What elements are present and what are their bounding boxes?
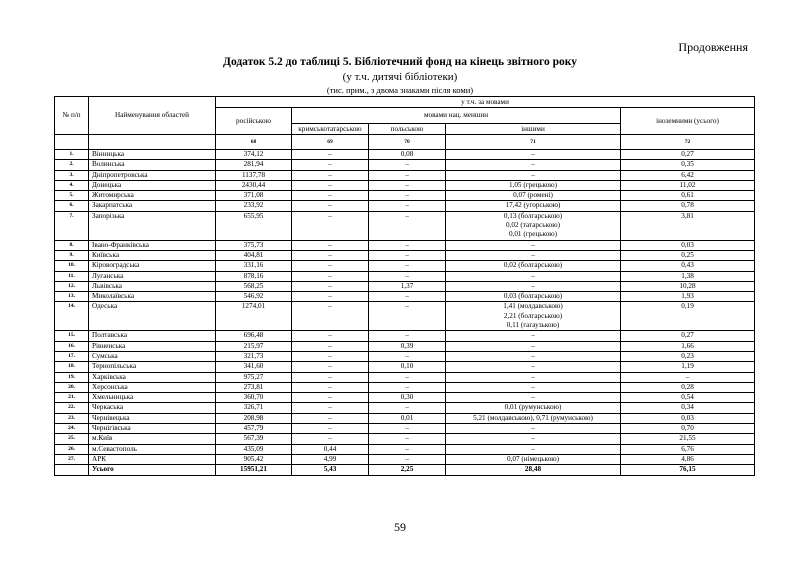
foreign-value: 1,38 xyxy=(621,271,755,281)
region-name: Запорізька xyxy=(89,211,216,240)
other-value xyxy=(446,180,621,190)
polish-value: – xyxy=(369,240,446,250)
russian-value: 546,92 xyxy=(216,292,292,302)
foreign-value: 0,70 xyxy=(621,424,755,434)
foreign-value: 0,19 xyxy=(621,302,755,331)
other-value-line: – xyxy=(531,271,535,280)
row-number: 14. xyxy=(55,302,89,331)
russian-value: 321,73 xyxy=(216,351,292,361)
other-value-line: – xyxy=(531,170,535,179)
region-name: Чернігівська xyxy=(89,424,216,434)
russian-value: 2430,44 xyxy=(216,180,292,190)
foreign-value: 6,42 xyxy=(621,170,755,180)
row-number: 20. xyxy=(55,382,89,392)
region-name: Дніпропетровська xyxy=(89,170,216,180)
table-row xyxy=(55,180,755,190)
foreign-value: 0,25 xyxy=(621,250,755,260)
other-value-line: – xyxy=(531,160,535,169)
colnum-russian: 68 xyxy=(216,135,292,150)
russian-value: 331,16 xyxy=(216,261,292,271)
row-number: 17. xyxy=(55,351,89,361)
polish-value: – xyxy=(369,382,446,392)
table-row xyxy=(55,351,755,361)
other-value-line: 0,07 (німецькою) xyxy=(507,454,559,463)
polish-value: – xyxy=(369,160,446,170)
other-value-line: – xyxy=(531,434,535,443)
foreign-value: 10,28 xyxy=(621,281,755,291)
other-value-line: – xyxy=(531,281,535,290)
russian-value: 905,42 xyxy=(216,454,292,464)
crimean-tatar-value: – xyxy=(292,341,369,351)
other-value xyxy=(446,240,621,250)
foreign-value: 1,19 xyxy=(621,362,755,372)
russian-value: 233,92 xyxy=(216,201,292,211)
polish-value: – xyxy=(369,454,446,464)
table-row xyxy=(55,413,755,423)
polish-value: – xyxy=(369,211,446,240)
polish-value: – xyxy=(369,191,446,201)
row-number: 1. xyxy=(55,150,89,160)
table-row xyxy=(55,382,755,392)
polish-value: – xyxy=(369,403,446,413)
russian-value: 568,25 xyxy=(216,281,292,291)
russian-value: 1137,78 xyxy=(216,170,292,180)
colnum-other: 71 xyxy=(446,135,621,150)
foreign-value: 0,61 xyxy=(621,191,755,201)
foreign-value: 0,03 xyxy=(621,240,755,250)
row-number: 5. xyxy=(55,191,89,201)
crimean-tatar-value: – xyxy=(292,160,369,170)
foreign-value: 6,76 xyxy=(621,444,755,454)
other-value-line: 1,05 (грецькою) xyxy=(508,180,558,189)
polish-value: 0,08 xyxy=(369,150,446,160)
table-row xyxy=(55,302,755,331)
foreign-value: 0,28 xyxy=(621,382,755,392)
table-row xyxy=(55,424,755,434)
header-including-languages: у т.ч. за мовами xyxy=(216,97,755,108)
russian-value: 435,09 xyxy=(216,444,292,454)
library-fund-table xyxy=(54,96,755,476)
units-note: (тис. прим., з двома знаками після коми) xyxy=(326,85,474,95)
crimean-tatar-value: – xyxy=(292,211,369,240)
other-value xyxy=(446,170,621,180)
crimean-tatar-value: – xyxy=(292,424,369,434)
russian-value: 281,94 xyxy=(216,160,292,170)
foreign-value: 0,34 xyxy=(621,403,755,413)
other-value xyxy=(446,281,621,291)
region-name: м.Київ xyxy=(89,434,216,444)
table-row xyxy=(55,250,755,260)
table-row xyxy=(55,292,755,302)
crimean-tatar-value: – xyxy=(292,413,369,423)
row-number: 3. xyxy=(55,170,89,180)
russian-value: 878,16 xyxy=(216,271,292,281)
header-foreign: іноземними (усього) xyxy=(621,108,755,135)
table-row xyxy=(55,281,755,291)
total-russian: 15951,21 xyxy=(216,465,292,475)
other-value xyxy=(446,341,621,351)
other-value xyxy=(446,271,621,281)
table-title: Додаток 5.2 до таблиці 5. Бібліотечний фонд на кінець звітного року xyxy=(223,56,577,68)
crimean-tatar-value: – xyxy=(292,281,369,291)
polish-value: 0,01 xyxy=(369,413,446,423)
total-polish: 2,25 xyxy=(369,465,446,475)
region-name: Івано-Франківська xyxy=(89,240,216,250)
total-crimean-tatar: 5,43 xyxy=(292,465,369,475)
crimean-tatar-value: – xyxy=(292,150,369,160)
crimean-tatar-value: – xyxy=(292,372,369,382)
table-row xyxy=(55,331,755,341)
row-number: 21. xyxy=(55,393,89,403)
table-row xyxy=(55,160,755,170)
other-value-line: 0,13 (болгарською) xyxy=(503,211,563,220)
other-value-line: – xyxy=(531,351,535,360)
russian-value: 655,95 xyxy=(216,211,292,240)
total-row xyxy=(55,465,755,475)
total-foreign: 76,15 xyxy=(621,465,755,475)
row-number: 9. xyxy=(55,250,89,260)
polish-value: – xyxy=(369,434,446,444)
other-value xyxy=(446,403,621,413)
region-name: Хмельницька xyxy=(89,393,216,403)
other-value-line: – xyxy=(531,444,535,453)
row-number: 27. xyxy=(55,454,89,464)
table-row xyxy=(55,341,755,351)
other-value-line: 0,03 (болгарською) xyxy=(503,292,563,301)
crimean-tatar-value: – xyxy=(292,302,369,331)
other-value-line: 0,07 (ромені) xyxy=(513,191,553,200)
crimean-tatar-value: – xyxy=(292,250,369,260)
region-name: Харківська xyxy=(89,372,216,382)
other-value-line: – xyxy=(531,240,535,249)
other-value-line: – xyxy=(531,393,535,402)
total-label: Усього xyxy=(89,465,216,475)
table-row xyxy=(55,434,755,444)
colnum-empty xyxy=(89,135,216,150)
russian-value: 360,70 xyxy=(216,393,292,403)
polish-value: 0,30 xyxy=(369,393,446,403)
row-number: 25. xyxy=(55,434,89,444)
row-number: 15. xyxy=(55,331,89,341)
other-value xyxy=(446,211,621,240)
colnum-polish: 70 xyxy=(369,135,446,150)
foreign-value: 0,27 xyxy=(621,331,755,341)
other-value xyxy=(446,292,621,302)
foreign-value: 0,03 xyxy=(621,413,755,423)
crimean-tatar-value: 0,44 xyxy=(292,444,369,454)
foreign-value: 1,66 xyxy=(621,341,755,351)
colnum-crimean-tatar: 69 xyxy=(292,135,369,150)
colnum-foreign: 72 xyxy=(621,135,755,150)
other-value-line: – xyxy=(531,424,535,433)
region-name: Волинська xyxy=(89,160,216,170)
crimean-tatar-value: – xyxy=(292,170,369,180)
region-name: м.Севастополь xyxy=(89,444,216,454)
table-row xyxy=(55,150,755,160)
other-value xyxy=(446,302,621,331)
table-row xyxy=(55,240,755,250)
other-value-line: 0,02 (татарською) xyxy=(506,221,560,230)
foreign-value: 11,02 xyxy=(621,180,755,190)
russian-value: 215,97 xyxy=(216,341,292,351)
table-row xyxy=(55,393,755,403)
other-value xyxy=(446,382,621,392)
other-value xyxy=(446,434,621,444)
table-row xyxy=(55,201,755,211)
row-number: 24. xyxy=(55,424,89,434)
russian-value: 404,81 xyxy=(216,250,292,260)
russian-value: 975,27 xyxy=(216,372,292,382)
continuation-label: Продовження xyxy=(678,40,748,54)
polish-value: – xyxy=(369,261,446,271)
polish-value: – xyxy=(369,444,446,454)
polish-value: – xyxy=(369,424,446,434)
other-value-line: 1,41 (молдавською) xyxy=(503,302,563,311)
region-name: Львівська xyxy=(89,281,216,291)
other-value-line: 2,21 (болгарською) xyxy=(503,311,563,320)
header-russian: російською xyxy=(216,108,292,135)
crimean-tatar-value: – xyxy=(292,261,369,271)
crimean-tatar-value: – xyxy=(292,362,369,372)
row-number: 23. xyxy=(55,413,89,423)
polish-value: – xyxy=(369,331,446,341)
other-value-line: – xyxy=(531,362,535,371)
row-number: 11. xyxy=(55,271,89,281)
table-row xyxy=(55,211,755,240)
crimean-tatar-value: – xyxy=(292,191,369,201)
region-name: Вінницька xyxy=(89,150,216,160)
region-name: Сумська xyxy=(89,351,216,361)
foreign-value: 0,27 xyxy=(621,150,755,160)
table-row xyxy=(55,454,755,464)
row-number: 22. xyxy=(55,403,89,413)
foreign-value: 21,55 xyxy=(621,434,755,444)
russian-value: 341,60 xyxy=(216,362,292,372)
polish-value: – xyxy=(369,250,446,260)
row-number: 8. xyxy=(55,240,89,250)
row-number: 19. xyxy=(55,372,89,382)
other-value-line: 17,42 (угорською) xyxy=(505,201,561,210)
row-number: 7. xyxy=(55,211,89,240)
other-value xyxy=(446,393,621,403)
other-value-line: 0,11 (гагаузькою) xyxy=(506,321,560,330)
region-name: Житомирська xyxy=(89,191,216,201)
crimean-tatar-value: – xyxy=(292,292,369,302)
other-value xyxy=(446,424,621,434)
page-number: 59 xyxy=(394,520,406,534)
crimean-tatar-value: – xyxy=(292,434,369,444)
region-name: Полтавська xyxy=(89,331,216,341)
foreign-value: 0,35 xyxy=(621,160,755,170)
crimean-tatar-value: – xyxy=(292,382,369,392)
crimean-tatar-value: – xyxy=(292,351,369,361)
other-value xyxy=(446,362,621,372)
russian-value: 567,39 xyxy=(216,434,292,444)
row-number: 13. xyxy=(55,292,89,302)
foreign-value: 0,78 xyxy=(621,201,755,211)
foreign-value: 4,86 xyxy=(621,454,755,464)
header-crimean-tatar: кримськотатарською xyxy=(292,124,369,135)
polish-value: – xyxy=(369,302,446,331)
region-name: Закарпатська xyxy=(89,201,216,211)
region-name: Херсонська xyxy=(89,382,216,392)
region-name: Рівненська xyxy=(89,341,216,351)
header-minorities: мовами нац. меншин xyxy=(292,108,621,124)
region-name: Чернівецька xyxy=(89,413,216,423)
row-number: 2. xyxy=(55,160,89,170)
polish-value: 0,10 xyxy=(369,362,446,372)
other-value-line: 0,02 (болгарською) xyxy=(503,261,563,270)
total-num-cell xyxy=(55,465,89,475)
other-value xyxy=(446,160,621,170)
table-row xyxy=(55,271,755,281)
other-value xyxy=(446,201,621,211)
header-polish: польською xyxy=(369,124,446,135)
foreign-value: – xyxy=(621,372,755,382)
other-value xyxy=(446,150,621,160)
header-num: № п/п xyxy=(55,97,89,135)
crimean-tatar-value: – xyxy=(292,331,369,341)
table-subtitle: (у т.ч. дитячі бібліотеки) xyxy=(342,71,458,83)
russian-value: 696,48 xyxy=(216,331,292,341)
russian-value: 457,79 xyxy=(216,424,292,434)
region-name: Кіровоградська xyxy=(89,261,216,271)
other-value-line: 5,21 (молдавською), 0,71 (румунською) xyxy=(473,413,593,422)
other-value xyxy=(446,191,621,201)
russian-value: 374,12 xyxy=(216,150,292,160)
region-name: Київська xyxy=(89,250,216,260)
russian-value: 375,73 xyxy=(216,240,292,250)
other-value-line: – xyxy=(531,341,535,350)
row-number: 6. xyxy=(55,201,89,211)
region-name: Луганська xyxy=(89,271,216,281)
polish-value: – xyxy=(369,292,446,302)
other-value-line: – xyxy=(531,250,535,259)
other-value xyxy=(446,444,621,454)
polish-value: – xyxy=(369,201,446,211)
polish-value: – xyxy=(369,180,446,190)
row-number: 10. xyxy=(55,261,89,271)
other-value-line: – xyxy=(531,372,535,381)
polish-value: – xyxy=(369,351,446,361)
other-value xyxy=(446,250,621,260)
russian-value: 208,98 xyxy=(216,413,292,423)
table-row xyxy=(55,444,755,454)
region-name: Черкаська xyxy=(89,403,216,413)
region-name: Донецька xyxy=(89,180,216,190)
foreign-value: 3,81 xyxy=(621,211,755,240)
foreign-value: 0,23 xyxy=(621,351,755,361)
polish-value: – xyxy=(369,170,446,180)
other-value-line: – xyxy=(531,331,535,340)
crimean-tatar-value: – xyxy=(292,393,369,403)
other-value-line: 0,01 (грецькою) xyxy=(508,230,558,239)
crimean-tatar-value: 4,99 xyxy=(292,454,369,464)
russian-value: 1274,01 xyxy=(216,302,292,331)
row-number: 16. xyxy=(55,341,89,351)
russian-value: 326,71 xyxy=(216,403,292,413)
total-other: 28,48 xyxy=(446,465,621,475)
other-value-line: 0,01 (румунською) xyxy=(504,403,562,412)
table-row xyxy=(55,372,755,382)
table-row xyxy=(55,261,755,271)
crimean-tatar-value: – xyxy=(292,240,369,250)
region-name: Тернопільська xyxy=(89,362,216,372)
polish-value: 0,39 xyxy=(369,341,446,351)
region-name: Миколаївська xyxy=(89,292,216,302)
table-row xyxy=(55,191,755,201)
row-number: 18. xyxy=(55,362,89,372)
table-row xyxy=(55,170,755,180)
foreign-value: 1,93 xyxy=(621,292,755,302)
other-value xyxy=(446,351,621,361)
table-row xyxy=(55,362,755,372)
crimean-tatar-value: – xyxy=(292,403,369,413)
other-value xyxy=(446,331,621,341)
row-number: 12. xyxy=(55,281,89,291)
other-value xyxy=(446,261,621,271)
other-value xyxy=(446,413,621,423)
region-name: АРК xyxy=(89,454,216,464)
foreign-value: 0,54 xyxy=(621,393,755,403)
other-value xyxy=(446,454,621,464)
other-value-line: – xyxy=(531,150,535,158)
row-number: 26. xyxy=(55,444,89,454)
crimean-tatar-value: – xyxy=(292,180,369,190)
region-name: Одеська xyxy=(89,302,216,331)
crimean-tatar-value: – xyxy=(292,271,369,281)
crimean-tatar-value: – xyxy=(292,201,369,211)
other-value-line: – xyxy=(531,382,535,391)
russian-value: 371,08 xyxy=(216,191,292,201)
polish-value: 1,37 xyxy=(369,281,446,291)
header-region: Найменування областей xyxy=(89,97,216,135)
table-row xyxy=(55,403,755,413)
polish-value: – xyxy=(369,372,446,382)
header-other: іншими xyxy=(446,124,621,135)
colnum-empty xyxy=(55,135,89,150)
polish-value: – xyxy=(369,271,446,281)
foreign-value: 0,43 xyxy=(621,261,755,271)
row-number: 4. xyxy=(55,180,89,190)
other-value xyxy=(446,372,621,382)
russian-value: 273,81 xyxy=(216,382,292,392)
table-body xyxy=(55,150,755,465)
